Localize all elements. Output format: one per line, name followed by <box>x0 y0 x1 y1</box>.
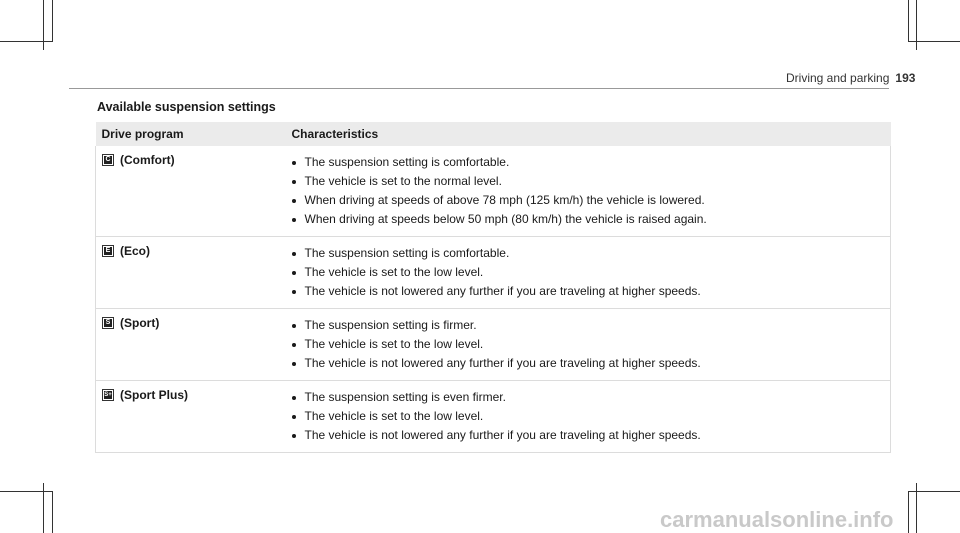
crop-mark <box>52 0 53 42</box>
list-item: The vehicle is set to the low level. <box>292 335 891 354</box>
drive-program-sport: S (Sport) <box>102 316 159 330</box>
crop-mark <box>916 0 917 50</box>
crop-mark <box>52 491 53 533</box>
characteristics-list <box>292 153 891 229</box>
list-item: The vehicle is not lowered any further if you are traveling at higher speeds. <box>292 282 891 301</box>
list-item: When driving at speeds of above 78 mph (125 km/h) the vehicle is lowered. <box>292 191 891 210</box>
list-item: When driving at speeds below 50 mph (80 km/h) the vehicle is raised again. <box>292 210 891 229</box>
characteristics-list <box>292 244 891 301</box>
header-section: Driving and parking <box>786 71 890 85</box>
section-title: Available suspension settings <box>97 100 276 114</box>
list-item: The vehicle is set to the low level. <box>292 263 891 282</box>
eco-mode-icon: E <box>102 245 114 257</box>
list-item: The vehicle is set to the low level. <box>292 407 891 426</box>
table-row <box>96 237 891 309</box>
drive-program-eco: E (Eco) <box>102 244 150 258</box>
drive-program-comfort: C (Comfort) <box>102 153 175 167</box>
sport-plus-mode-icon: S+ <box>102 389 114 401</box>
comfort-mode-icon: C <box>102 154 114 166</box>
crop-mark <box>0 41 52 42</box>
column-header-drive-program: Drive program <box>96 122 292 146</box>
crop-mark <box>908 491 960 492</box>
list-item: The suspension setting is firmer. <box>292 316 891 335</box>
list-item: The suspension setting is comfortable. <box>292 244 891 263</box>
drive-program-sport-plus: S+ (Sport Plus) <box>102 388 188 402</box>
page-number: 193 <box>895 71 916 85</box>
characteristics-list <box>292 316 891 373</box>
table-row <box>96 146 891 237</box>
characteristics-list <box>292 388 891 445</box>
column-header-characteristics: Characteristics <box>292 122 891 146</box>
list-item: The suspension setting is comfortable. <box>292 153 891 172</box>
crop-mark <box>908 0 909 42</box>
header-rule <box>69 88 889 89</box>
table-header-row <box>96 122 891 146</box>
crop-mark <box>0 491 52 492</box>
running-header <box>786 71 915 85</box>
table-row <box>96 381 891 453</box>
sport-mode-icon: S <box>102 317 114 329</box>
list-item: The suspension setting is even firmer. <box>292 388 891 407</box>
crop-mark <box>908 41 960 42</box>
watermark: carmanualsonline.info <box>660 507 894 532</box>
suspension-table <box>95 122 891 453</box>
crop-mark <box>908 491 909 533</box>
list-item: The vehicle is set to the normal level. <box>292 172 891 191</box>
list-item: The vehicle is not lowered any further if you are traveling at higher speeds. <box>292 354 891 373</box>
table-row <box>96 309 891 381</box>
crop-mark <box>43 0 44 50</box>
list-item: The vehicle is not lowered any further if you are traveling at higher speeds. <box>292 426 891 445</box>
